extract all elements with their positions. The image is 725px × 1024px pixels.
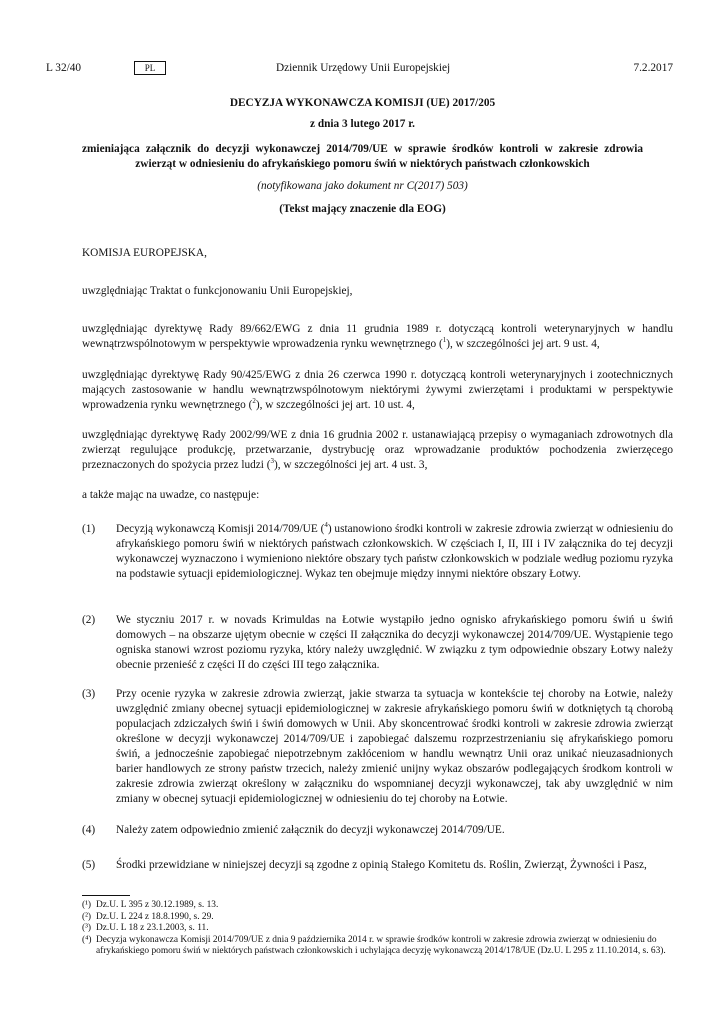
journal-name: Dziennik Urzędowy Unii Europejskiej [276, 62, 451, 74]
recital-text: Należy zatem odpowiednio zmienić załącznik do decyzji wykonawczej 2014/709/UE. [116, 824, 505, 836]
footnote-ref[interactable]: 3 [270, 457, 274, 466]
decision-title: DECYZJA WYKONAWCZA KOMISJI (UE) 2017/205 [229, 97, 496, 109]
footnote-mark: (³) [82, 923, 92, 934]
recital-text [116, 522, 673, 582]
footnote-mark: (²) [82, 911, 92, 922]
recital-1 [82, 522, 673, 582]
recital-5 [82, 858, 673, 873]
recital-text: We styczniu 2017 r. w novads Krimuldas na Łotwie wystąpiło jedno ognisko afrykańskiego pomoru świń u świń domowych – na obszarze ujętym obecnie w części II załącznika do decyzji wykonawczej 2014/709/UE. Wystąpienie tego ogniska stanowi wzrost poziomu ryzyka, który należy uwzględnić. W związku z tym odpowiednie obszary Łotwy należy obecnie przenieść z części II do części III tego załącznika. [116, 614, 673, 671]
treaty-citation: uwzględniając Traktat o funkcjonowaniu Unii Europejskiej, [82, 285, 353, 297]
recital-number: (4) [82, 824, 96, 836]
citation-text: ), w szczególności jej art. 10 ust. 4, [255, 399, 415, 411]
recital-number: (3) [82, 688, 96, 700]
footnote-text: Dz.U. L 395 z 30.12.1989, s. 13. [96, 900, 219, 910]
footnote-ref[interactable]: 2 [252, 397, 256, 406]
title-block [82, 96, 643, 217]
citation-text: uwzględniając dyrektywę Rady 2002/99/WE z dnia 16 grudnia 2002 r. ustanawiającą przepisy o wymaganiach zdrowotnych dla zwierząt regulujące produkcję, przetwarzanie, dystrybucję oraz wprowadzanie produktów pochodzenia zwierzęcego przeznaczonych do spożycia przez ludzi ( [82, 429, 673, 471]
footnote-mark: (¹) [82, 900, 92, 910]
footnote-text: Decyzja wykonawcza Komisji 2014/709/UE z dnia 9 października 2014 r. w sprawie środków kontroli w zakresie zdrowia zwierząt w odniesieniu do afrykańskiego pomoru świń w niektórych państwach członkowskich i uchylająca decyzję wykonawczą 2014/178/UE (Dz.U. L 295 z 11.10.2014, s. 63). [96, 934, 666, 957]
footnote-1 [82, 900, 673, 912]
recital-number: (5) [82, 859, 96, 871]
footnote-3 [82, 923, 673, 935]
directive-citation-1 [82, 322, 673, 352]
notification-note: (notyfikowana jako dokument nr C(2017) 503) [257, 180, 468, 192]
recital-text: Przy ocenie ryzyka w zakresie zdrowia zwierząt, jakie stwarza ta sytuacja w kontekście tej choroby na Łotwie, należy uwzględnić zmiany obecnej sytuacji epidemiologicznej w zakresie afrykańskiego pomoru świń w dotkniętych tą chorobą populacjach zdziczałych świń i świń domowych w Unii. Aby skoncentrować środki kontroli w zakresie zdrowia zwierząt określone w decyzji wykonawczej 2014/709/UE i zapobiegać dalszemu rozprzestrzenianiu się afrykańskiego pomoru świń, a jednocześnie zapobiegać niepotrzebnym zakłóceniom w handlu wewnątrz Unii oraz unikać nieuzasadnionych barier handlowych ze strony państw trzecich, należy zmienić unijny wykaz obszarów podlegających środkom kontroli w zakresie zdrowia zwierząt określony w załączniku do wspomnianej decyzji wykonawczej, tak aby uwzględnić w nim zmiany w obecnej sytuacji epidemiologicznej w odniesieniu do tej choroby na Łotwie. [116, 688, 673, 805]
directive-citation-3 [82, 428, 673, 473]
footnote-4 [82, 935, 673, 958]
recital-2 [82, 613, 673, 673]
footnotes [82, 900, 673, 958]
recital-3 [82, 687, 673, 807]
decision-subject: zmieniająca załącznik do decyzji wykonawczej 2014/709/UE w sprawie środków kontroli w zakresie zdrowia zwierząt w odniesieniu do afrykańskiego pomoru świń w niektórych państwach członkowskich [82, 143, 643, 170]
directive-citation-2 [82, 368, 673, 413]
journal-reference: L 32/40 [46, 62, 82, 74]
eea-relevance: (Tekst mający znaczenie dla EOG) [279, 203, 446, 215]
citation-text: ), w szczególności jej art. 9 ust. 4, [446, 338, 600, 350]
footnote-ref[interactable]: 1 [442, 336, 447, 345]
commission-line: KOMISJA EUROPEJSKA, [82, 247, 207, 259]
recital-4 [82, 823, 673, 838]
recital-text: Środki przewidziane w niniejszej decyzji są zgodne z opinią Stałego Komitetu ds. Roślin, Zwierząt, Żywności i Pasz, [116, 859, 647, 871]
recital-number: (1) [82, 523, 96, 535]
whereas-line: a także mając na uwadze, co następuje: [82, 489, 260, 501]
recital-text-part: ) ustanowiono środki kontroli w zakresie zdrowia zwierząt w odniesieniu do afrykańskiego pomoru świń w niektórych państwach członkowskich. W częściach I, II, III i IV załącznika do tej decyzji wykonawczej wyznaczono i wymieniono niektóre obszary tych państw członkowskich w podziale według poziomu ryzyka na podstawie sytuacji epidemiologicznej. Wykaz ten obejmuje między innymi niektóre obszary Łotwy. [116, 523, 674, 580]
recital-text-part: Decyzją wykonawczą Komisji 2014/709/UE ( [116, 523, 325, 535]
footnote-ref[interactable]: 4 [324, 521, 328, 530]
footnote-mark: (⁴) [82, 934, 92, 945]
publication-date: 7.2.2017 [633, 62, 673, 74]
recital-number: (2) [82, 614, 96, 626]
footnote-divider [82, 895, 130, 896]
decision-date: z dnia 3 lutego 2017 r. [309, 118, 416, 130]
language-badge: PL [134, 61, 166, 75]
citation-text: uwzględniając dyrektywę Rady 89/662/EWG z dnia 11 grudnia 1989 r. dotyczącą kontroli weterynaryjnych w handlu wewnątrzwspólnotowym w perspektywie wprowadzenia rynku wewnętrznego ( [82, 323, 673, 350]
footnote-text: Dz.U. L 224 z 18.8.1990, s. 29. [96, 911, 214, 922]
footnote-text: Dz.U. L 18 z 23.1.2003, s. 11. [96, 923, 209, 934]
footnote-2 [82, 912, 673, 924]
citation-text: uwzględniając dyrektywę Rady 90/425/EWG z dnia 26 czerwca 1990 r. dotyczącą kontroli weterynaryjnych i zootechnicznych mających zastosowanie w handlu wewnątrzwspólnotowym niektórymi żywymi zwierzętami i produktami w perspektywie wprowadzenia rynku wewnętrznego ( [82, 369, 673, 411]
page-header [46, 60, 673, 76]
citation-text: ), w szczególności jej art. 4 ust. 3, [274, 459, 428, 471]
